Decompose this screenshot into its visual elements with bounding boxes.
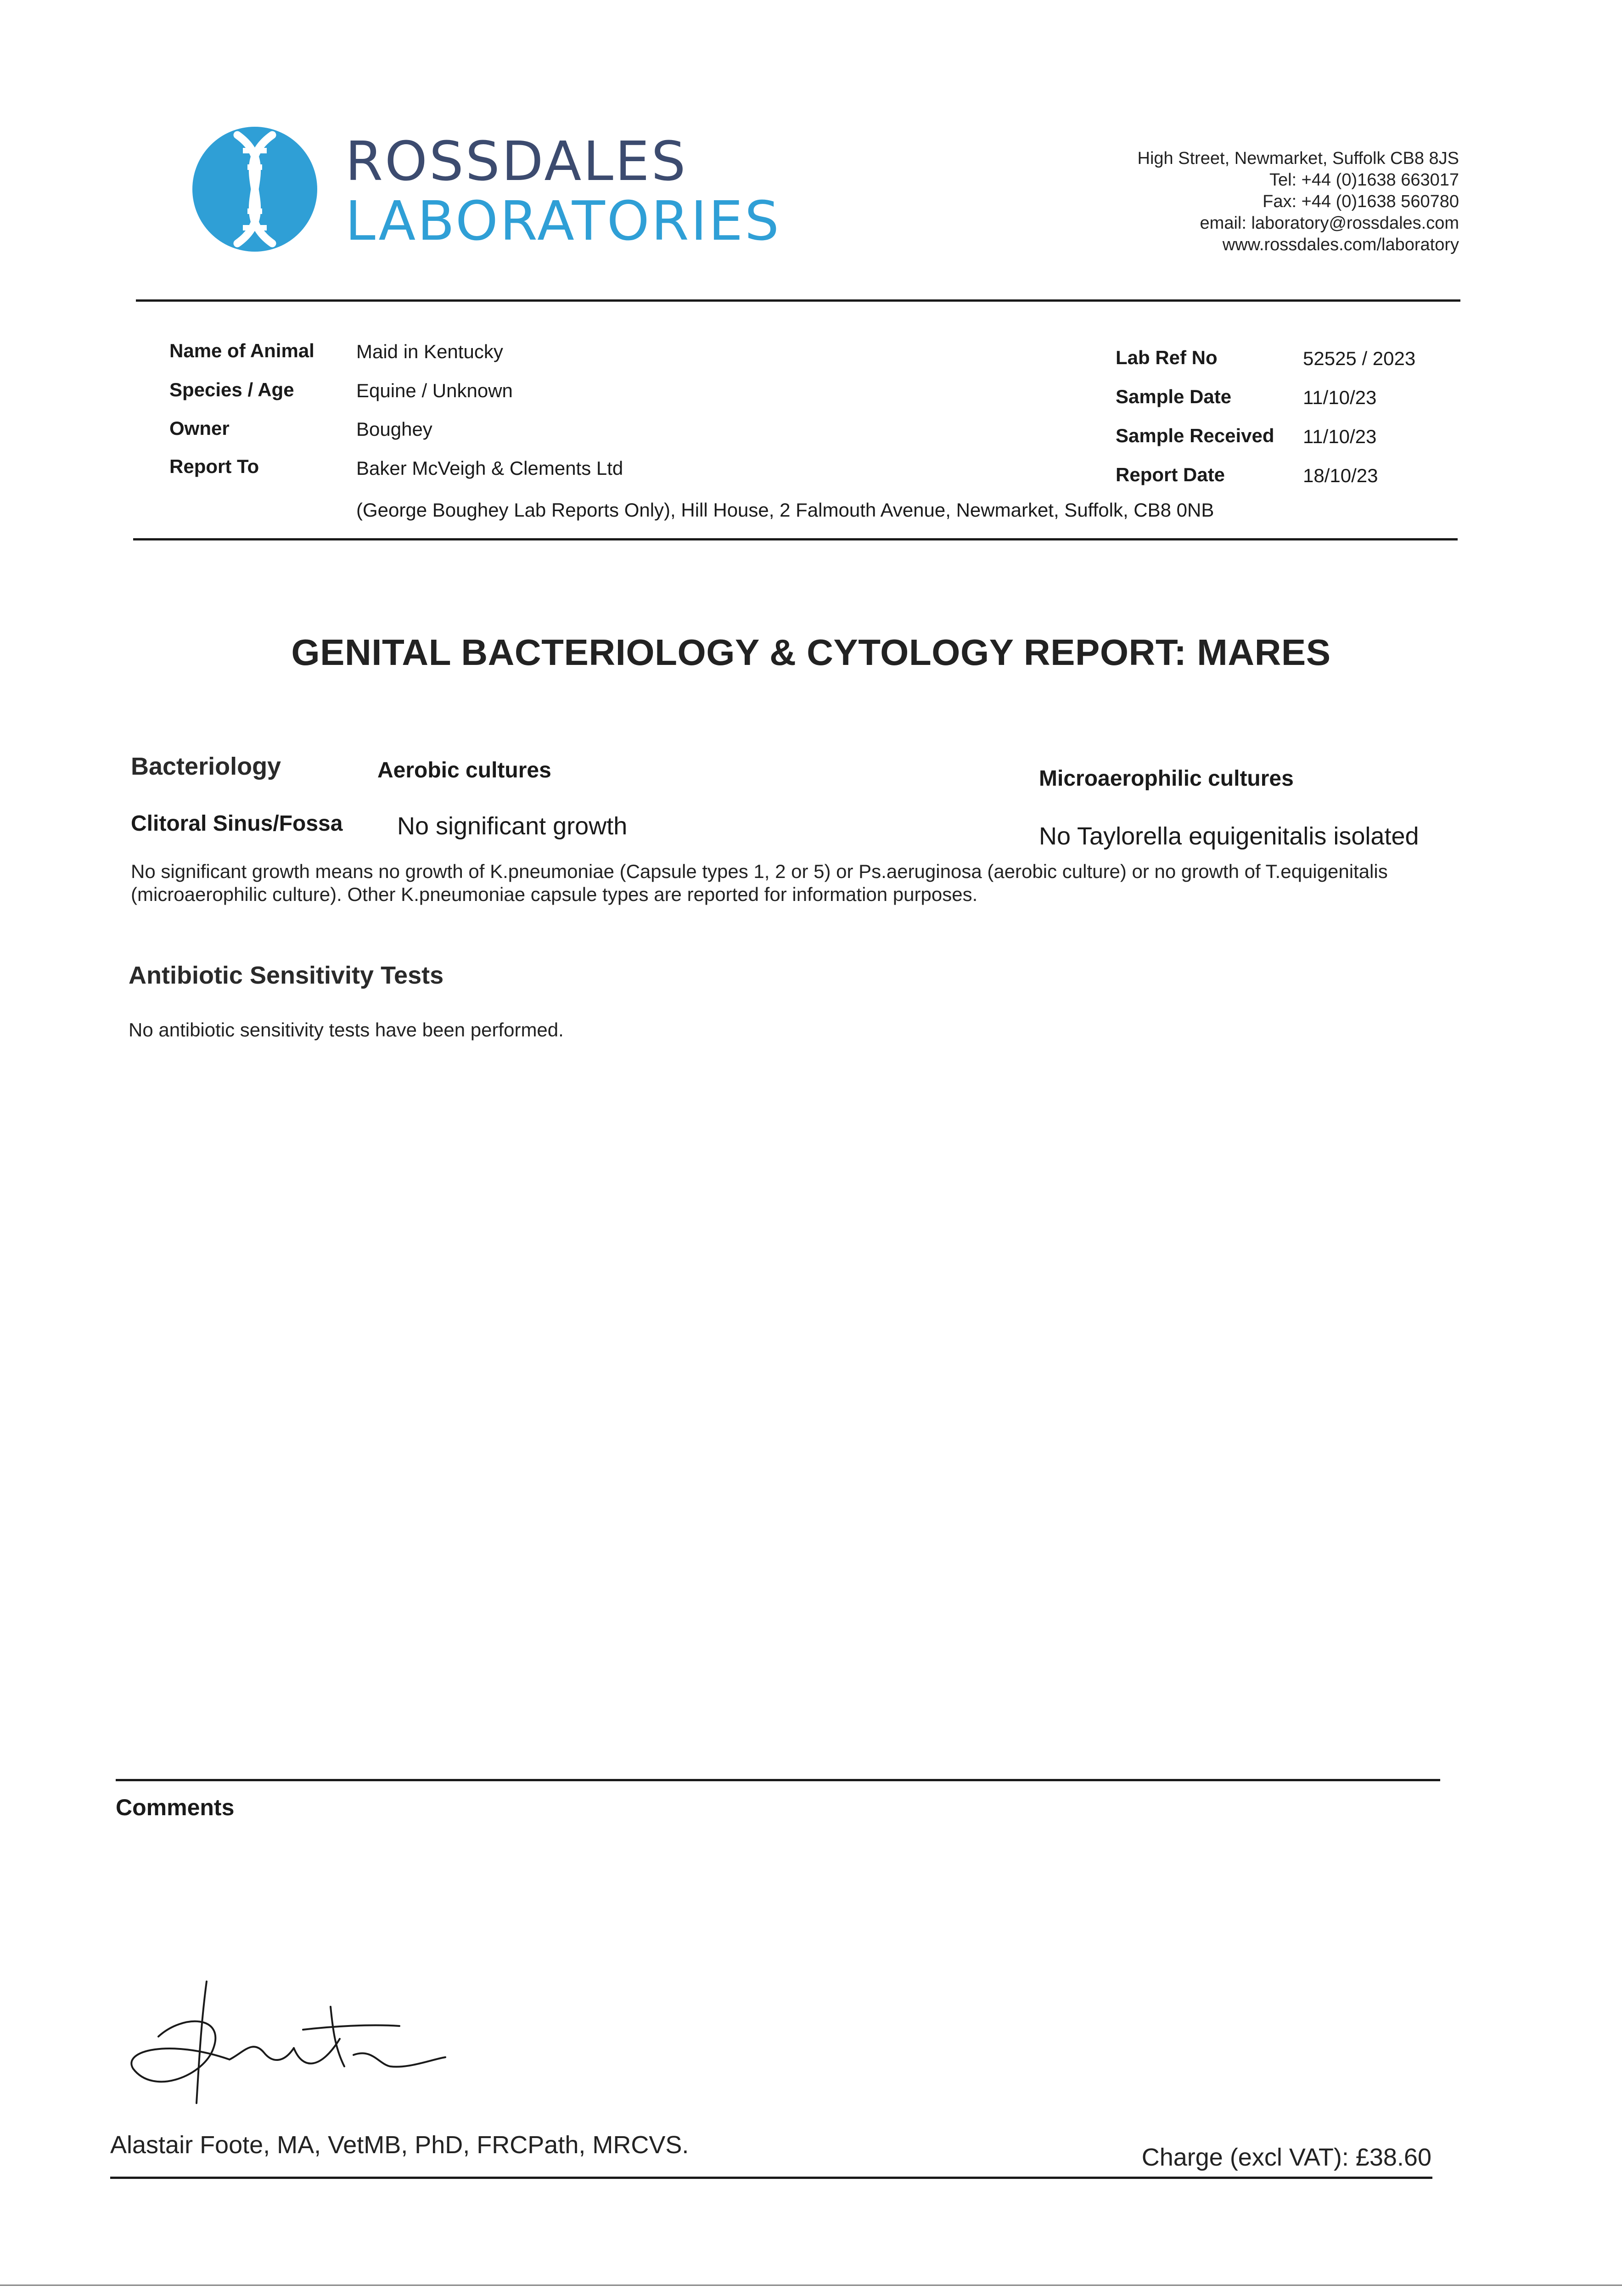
charge-amount: Charge (excl VAT): £38.60	[1141, 2144, 1431, 2171]
bacteriology-note: No significant growth means no growth of K.pneumoniae (Capsule types 1, 2 or 5) or Ps.aeruginosa (aerobic culture) or no growth of T.equigenitalis (microaerophilic culture). Other K.pneumoniae capsule types are reported for information purposes.	[131, 861, 1388, 905]
address-email: email: laboratory@rossdales.com	[1200, 214, 1459, 233]
page-edge-line	[0, 2285, 1622, 2286]
lab-address-block	[1138, 148, 1459, 256]
owner-label: Owner	[169, 417, 230, 439]
brand-name-line-2: LABORATORIES	[345, 189, 781, 253]
address-fax: Fax: +44 (0)1638 560780	[1263, 192, 1459, 211]
signatory-name: Alastair Foote, MA, VetMB, PhD, FRCPath, MRCVS.	[110, 2131, 689, 2159]
report-to-address: (George Boughey Lab Reports Only), Hill House, 2 Falmouth Avenue, Newmarket, Suffolk, CB8 0NB	[356, 499, 1214, 521]
handwritten-signature-image	[115, 1975, 464, 2112]
sample-date-label: Sample Date	[1116, 386, 1232, 407]
aerobic-result: No significant growth	[397, 812, 628, 840]
name-of-animal-value: Maid in Kentucky	[356, 341, 503, 362]
name-of-animal-label: Name of Animal	[169, 340, 314, 361]
species-age-label: Species / Age	[169, 379, 294, 400]
dna-logo-icon	[191, 125, 319, 253]
address-website: www.rossdales.com/laboratory	[1222, 235, 1459, 254]
sample-received-value: 11/10/23	[1303, 426, 1377, 447]
antibiotic-heading: Antibiotic Sensitivity Tests	[129, 962, 444, 989]
antibiotic-text: No antibiotic sensitivity tests have been performed.	[129, 1019, 564, 1041]
report-to-label: Report To	[169, 456, 259, 477]
lab-ref-label: Lab Ref No	[1116, 347, 1218, 368]
microaerophilic-cultures-heading: Microaerophilic cultures	[1039, 766, 1294, 791]
divider-info-bottom	[133, 538, 1458, 540]
brand-name-line-1: ROSSDALES	[345, 129, 688, 193]
report-date-value: 18/10/23	[1303, 465, 1378, 486]
divider-comments	[116, 1779, 1440, 1781]
divider-footer	[110, 2177, 1432, 2179]
report-to-value: Baker McVeigh & Clements Ltd	[356, 457, 623, 479]
address-tel: Tel: +44 (0)1638 663017	[1269, 170, 1459, 190]
sample-site: Clitoral Sinus/Fossa	[131, 811, 343, 836]
report-date-label: Report Date	[1116, 464, 1225, 485]
sample-date-value: 11/10/23	[1303, 387, 1377, 408]
address-street: High Street, Newmarket, Suffolk CB8 8JS	[1137, 149, 1459, 168]
report-title: GENITAL BACTERIOLOGY & CYTOLOGY REPORT: MARES	[291, 632, 1331, 673]
sample-received-label: Sample Received	[1116, 425, 1274, 446]
divider-top	[136, 299, 1460, 302]
bacteriology-heading: Bacteriology	[131, 753, 281, 780]
aerobic-cultures-heading: Aerobic cultures	[377, 758, 551, 782]
comments-label: Comments	[116, 1795, 235, 1820]
lab-ref-value: 52525 / 2023	[1303, 348, 1416, 369]
microaerophilic-result: No Taylorella equigenitalis isolated	[1039, 822, 1419, 850]
owner-value: Boughey	[356, 418, 432, 440]
species-age-value: Equine / Unknown	[356, 380, 513, 401]
